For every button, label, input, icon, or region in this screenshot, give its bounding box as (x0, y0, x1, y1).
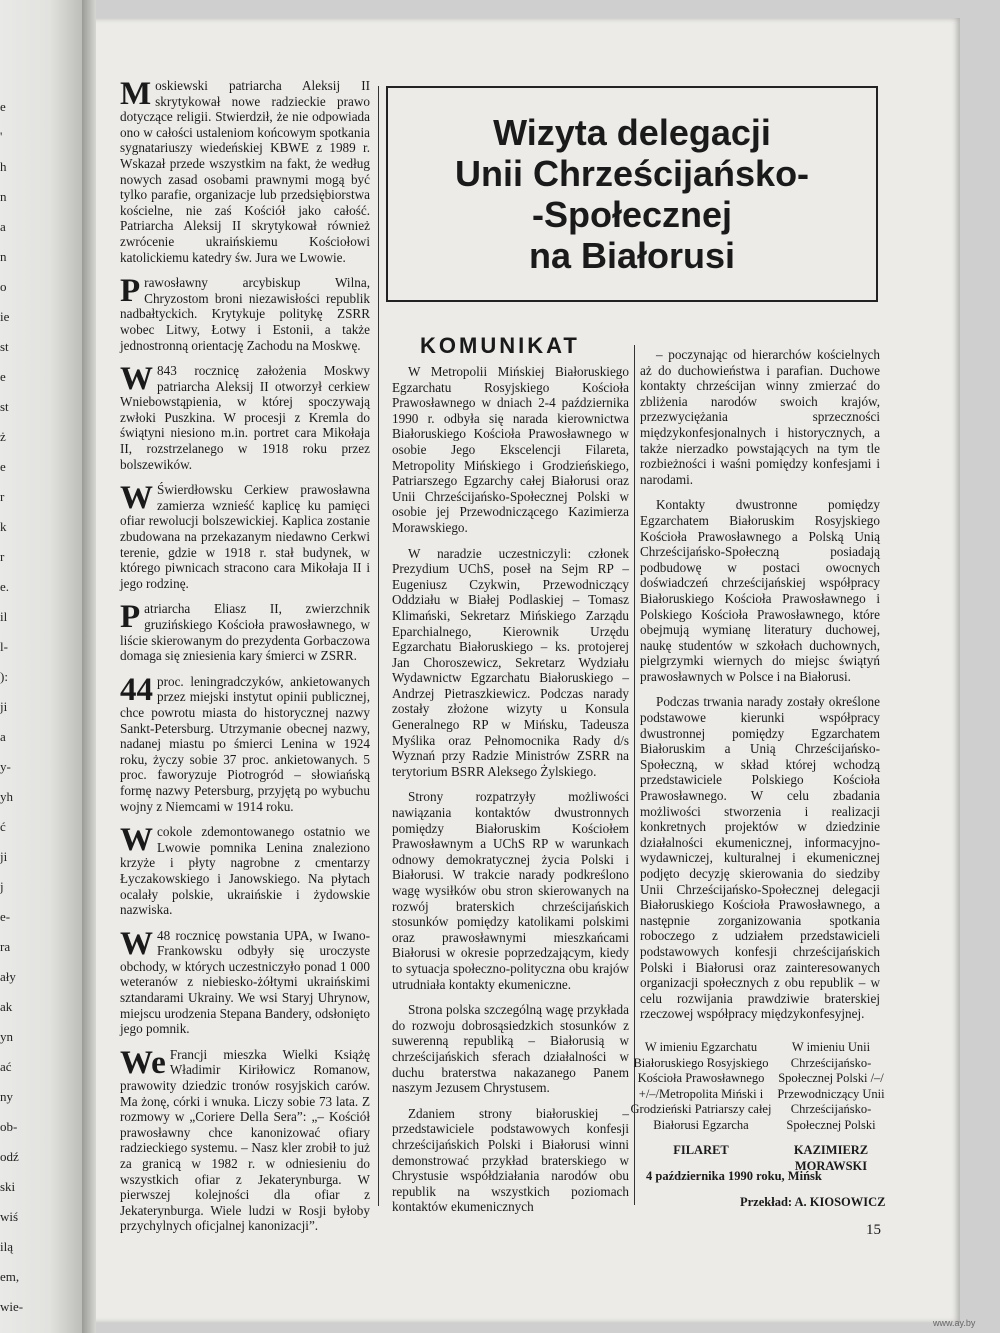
left-page-fragment: yh (0, 789, 13, 804)
title-line: -Społecznej (531, 194, 733, 235)
article-paragraph: W Metropolii Mińskiej Białoruskiego Egzarchatu Rosyjskiego Kościoła Prawosławnego w dniach 2-4 października 1990 r. odbyła się narada kierownictwa Białoruskiego Kościoła Prawosławnego w osobie Jego Ekscelencji Filareta, Metropolity Mińskiego i Grodzieńskiego, Patriarszego Egzarchy całej Białorusi oraz Unii Chrześcijańsko-Społecznej Polski w osobie jej Przewodniczącego Kazimierza Morawskiego. (392, 364, 629, 535)
left-page-fragment: o (0, 279, 7, 294)
left-page-edge (0, 0, 82, 1333)
left-page-fragment: e- (0, 909, 11, 924)
article-paragraph: Podczas trwania narady zostały określone podstawowe kierunki współpracy dwustronnej pomiędzy Egzarchatem Białoruskim a Unią Chrześcijańsko-Społeczną, w skład której wchodzą przedstawiciele Polskiego Kościoła Prawosławnego. W celu zbadania możliwości stworzenia i realizacji konkretnych projektów w dziedzinie działalności ekumenicznej, informacyjno-wydawniczej, kulturalnej i ekumenicznej podjęto decyzję skierowania do siedziby Unii Chrześcijańsko-Społecznej delegacji Białoruskiego Kościoła Prawosławnego, a następnie zorganizowania spotkania roboczego z udziałem przedstawicieli podstawowych konfesji chrześcijańskich Polski i Białorusi oraz zainteresowanych organizacji społecznych z obu republik – w celu rozwijania prawdziwie braterskiej rzeczowej współpracy międzykonfesyjnej. (640, 694, 880, 1022)
left-page-fragment: ć (0, 819, 6, 834)
left-page-fragment: ski (0, 1179, 16, 1194)
news-item-text: proc. leningradczyków, ankietowanych przez miejski instytut opinii publicznej, chce powrotu miasta do historycznej nazwy Sankt-Petersburg. Utrzymanie obecnej nazwy, nadanej miastu po śmierci Lenina w 1924 roku, życzy sobie 37 proc. ankietowanych. 5 proc. faworyzuje Piotrogród – słowiańską formę nazwy Petersburg, przyjętą po wybuchu wojny z Niemcami w 1914 roku. (120, 673, 370, 814)
news-item (120, 275, 370, 353)
title-line: Unii Chrześcijańsko- (454, 153, 810, 194)
left-page-fragment: n (0, 249, 7, 264)
left-page-fragment: il (0, 609, 8, 624)
drop-cap: W (120, 822, 153, 859)
left-page-fragment: ): (0, 669, 8, 684)
news-item-text: Francji mieszka Wielki Książę Władimir Kiriłowicz Romanow, prawowity dziedzic tronów rosyjskich carów. Ma żonę, córki i wnuka. Liczy sobie 73 lata. Z rozmowy w „Coriere Della Sera”: „– Kościół prawosławny chce kanonizować ofiary radzieckiego systemu. – Nasz kler zrobił to już za granicą w 1982 r. w odniesieniu do wszystkich ofiar z Jekaterynburga. W pierwszej kolejności dla ofiar z Jekaterynburga. Wiele ludzi w Rosji byłoby przychylnych oficjalnej kanonizacji”. (120, 1046, 370, 1234)
page-number: 15 (866, 1222, 881, 1238)
left-page-fragment: ' (0, 129, 3, 144)
left-page-fragment: h (0, 159, 7, 174)
signature-block-left (626, 1040, 776, 1159)
left-page-fragment: e (0, 99, 6, 114)
drop-cap: W (120, 480, 153, 517)
title-line: na Białorusi (528, 235, 736, 276)
page-gutter (82, 0, 96, 1333)
news-item (120, 1044, 370, 1234)
left-page-fragment: e (0, 459, 6, 474)
left-page-fragment: ak (0, 999, 13, 1014)
news-item (120, 601, 370, 663)
left-page-fragment: l- (0, 639, 8, 654)
section-heading: KOMUNIKAT (420, 333, 580, 358)
left-page-fragment: e. (0, 579, 10, 594)
left-page-fragment: n (0, 189, 7, 204)
news-item (120, 363, 370, 472)
drop-cap: W (120, 925, 153, 962)
left-page-fragment: ob- (0, 1119, 18, 1134)
left-page-fragment: yn (0, 1029, 13, 1044)
article-title-box (386, 86, 878, 302)
left-page-fragment: ać (0, 1059, 12, 1074)
left-page-fragment: odź (0, 1149, 19, 1164)
news-item (120, 671, 370, 814)
left-page-fragment: y- (0, 759, 11, 774)
signature-text: W imieniu Unii Chrześcijańsko-Społecznej Polski /–/ Przewodniczący Unii Chrześcijańsko-Społecznej Polski (777, 1040, 885, 1132)
drop-cap: W (120, 361, 153, 398)
news-column (120, 78, 370, 1244)
drop-cap: We (120, 1044, 166, 1081)
article-paragraph: Strona polska szczególną wagę przykłada do rozwoju dobrosąsiedzkich stosunków z suwerenną republiką – Białorusią w chrześcijańskich sferach działalności w duchu braterstwa nakazanego Panem naszym Jezusem Chrystusem. (392, 1002, 629, 1096)
drop-cap: P (120, 273, 141, 310)
drop-cap: 44 (120, 671, 153, 708)
article-paragraph: W naradzie uczestniczyli: członek Prezydium UChS, poseł na Sejm RP – Eugeniusz Czykwin, Przewodniczący Oddziału w Białej Podlaskiej – Tomasz Klimański, Sekretarz Mińskiego Zarządu Eparchialnego, Kierownik Urzędu Egzarchatu Białoruskiego – ks. protojerej Jan Choroszewicz, Sekretarz Wydziału Wydawnictw Egzarchatu Białoruskiego – Andrzej Pietraszkiewicz. Podczas narady zostały złożone wizyty u Konsula Generalnego RP w Mińsku, Tadeusza Myślika oraz Pełnomocnika Rady d/s Wyznań przy Radzie Ministrów ZSRR na terytorium BSRR Aleksego Żylskiego. (392, 545, 629, 779)
left-page-fragment: a (0, 729, 6, 744)
article-column-middle (392, 364, 629, 1225)
watermark: www.ay.by (933, 1318, 976, 1328)
news-item-text: cokole zdemontowanego ostatnio we Lwowie pomnika Lenina znaleziono krzyże i płyty nagrobne z cmentarzy Łyczakowskiego i Janowskiego. Na płytach ocalały polskie, ukraińskie i żydowskie nazwiska. (120, 824, 370, 918)
left-page-fragment: r (0, 549, 5, 564)
signature-name: FILARET (673, 1143, 729, 1157)
left-page-fragment: r (0, 489, 5, 504)
news-item (120, 482, 370, 591)
left-page-fragment: st (0, 339, 9, 354)
article-paragraph: Zdaniem strony białoruskiej – przedstawiciele podstawowych konfesji chrześcijańskich Polski i Białorusi winni demonstrować przykład braterskiego w Chrystusie współdziałania narodów obu republik na wszystkich poziomach kontaktów ekumenicznych (392, 1105, 629, 1215)
left-page-fragment: ały (0, 969, 16, 984)
article-paragraph: – poczynając od hierarchów kościelnych aż do duchowieństwa i parafian. Duchowe kontakty chrześcijan winny zmierzać do zbliżenia narodów swoich krajów, przezwyciężania sprzeczności międzykonfesjonalnych i historycznych, a także nierzadko powstających na tym tle rozbieżności i waśni pomiędzy konfesjami i narodami. (640, 347, 880, 487)
left-page-fragment: wiś (0, 1209, 19, 1224)
news-item-text: Świerdłowsku Cerkiew prawosławna zamierza wznieść kaplicę ku pamięci ofiar rewolucji bolszewickiej. Kaplica zostanie zbudowana na przekazanym niedawno Cerkwi terenie, gdzie w 1918 r. stał budynek, w którego piwnicach stracono cara Mikołaja II i jego rodzinę. (120, 482, 370, 591)
drop-cap: P (120, 599, 141, 636)
article-title (455, 112, 809, 276)
article-column-right (640, 347, 880, 1032)
news-item (120, 925, 371, 1037)
left-page-fragment: ilą (0, 1239, 13, 1254)
left-page-fragment: ie (0, 309, 10, 324)
left-page-fragment: ra (0, 939, 11, 954)
left-page-fragment: em, (0, 1269, 20, 1284)
left-page-fragment: ji (0, 849, 8, 864)
left-page-fragment: ny (0, 1089, 13, 1104)
signature-block-right (775, 1040, 887, 1174)
left-page-fragment: ji (0, 699, 8, 714)
signature-name: KAZIMIERZ MORAWSKI (793, 1143, 869, 1173)
left-page-fragment: j (0, 879, 4, 894)
translator-credit: Przekład: A. KIOSOWICZ (740, 1195, 886, 1209)
news-item-text: 48 rocznicę powstania UPA, w Iwano-Frankowsku odbyły się uroczyste obchody, w których uczestniczyło ponad 1 000 weteranów z niebiesko-żółtymi ukraińskimi sztandarami Ukrainy. We wsi Staryj Uhrynow, miejscu urodzenia Stepana Bandery, odsłonięto jego pomnik. (120, 927, 371, 1037)
signature-text: W imieniu Egzarchatu Białoruskiego Rosyjskiego Kościoła Prawosławnego +/–/Metropolita Miński i Grodzieński Patriarszy całej Białorusi Egzarcha (630, 1040, 772, 1132)
news-item (120, 824, 370, 918)
news-item (120, 78, 370, 265)
drop-cap: M (120, 76, 152, 112)
article-paragraph: Strony rozpatrzyły możliwości nawiązania kontaktów dwustronnych pomiędzy Białoruskim Kościołem Prawosławnym a UChS RP w warunkach odnowy demokratycznej życia Polski i Białorusi. W trakcie narady podkreślono wagę wysiłków obu stron skierowanych na rozwój braterskich chrześcijańskich stosunków pomiędzy katolikami polskimi oraz prawosławnymi mieszkańcami Białorusi w okresie poprzedzającym, kiedy to sytuacja społeczno-polityczna obu krajów utrudniała kontakty ekumeniczne. (392, 789, 629, 992)
left-page-fragment: a (0, 219, 6, 234)
date-line: 4 października 1990 roku, Mińsk (646, 1169, 822, 1183)
left-page-fragment: ż (0, 429, 6, 444)
news-item-text: rawosławny arcybiskup Wilna, Chryzostom broni niezawisłości republik nadbałtyckich. Krytykuje politykę ZSRR wobec Litwy, Łotwy i Estonii, a także jednostronną orientację Zachodu na Moskwę. (120, 275, 370, 353)
article-paragraph: Kontakty dwustronne pomiędzy Egzarchatem Białoruskim Rosyjskiego Kościoła Prawosławnego a Polską Unią Chrześcijańsko-Społeczną posiadają podbudowę w postaci owocnych doświadczeń chrześcijańskiej współpracy Białoruskiego Kościoła Prawosławnego i Polskiego Kościoła Prawosławnego, które obejmują wymianę literatury duchowej, naukę studentów w szkołach duchownych, pielgrzymki wiernych do miejsc świątyń prawosławnych w Polsce i na Białorusi. (640, 497, 880, 684)
left-page-fragment: wie- (0, 1299, 24, 1314)
column-divider (378, 86, 379, 1206)
news-item-text: oskiewski patriarcha Aleksij II skrytykował nowe radzieckie prawo dotyczące religii. Stwierdził, że nie odpowiada ono w całości ustaleniom końcowym spotkania sygnatariuszy wiedeńskiej KBWE z 1989 r. Wskazał przede wszystkim na fakt, że według nowych zasad osobami prawnymi mogą być tylko parafie, organizacje lub przedsiębiorstwa kościelne, nie zaś Kościół jako całość. Patriarcha Aleksij II skrytykował również zwrócenie ukraińskiemu Kościołowi katolickiemu katedry św. Jura we Lwowie. (120, 78, 370, 265)
title-line: Wizyta delegacji (493, 112, 771, 153)
left-page-fragment: st (0, 399, 9, 414)
news-item-text: 843 rocznicę założenia Moskwy patriarcha Aleksij II otworzył cerkiew Wniebowstąpienia, w której spoczywają zwłoki Puszkina. W procesji z Kremla do świątyni niesiono m.in. portret cara Mikołaja II, rozstrzelanego w 1918 roku przez bolszewików. (120, 363, 370, 472)
left-page-fragment: k (0, 519, 7, 534)
left-page-fragment: e (0, 369, 6, 384)
news-item-text: atriarcha Eliasz II, zwierzchnik gruzińskiego Kościoła prawosławnego, w liście skierowanym do prezydenta Gorbaczowa domaga się zniesienia kary śmierci w ZSRR. (120, 601, 370, 664)
